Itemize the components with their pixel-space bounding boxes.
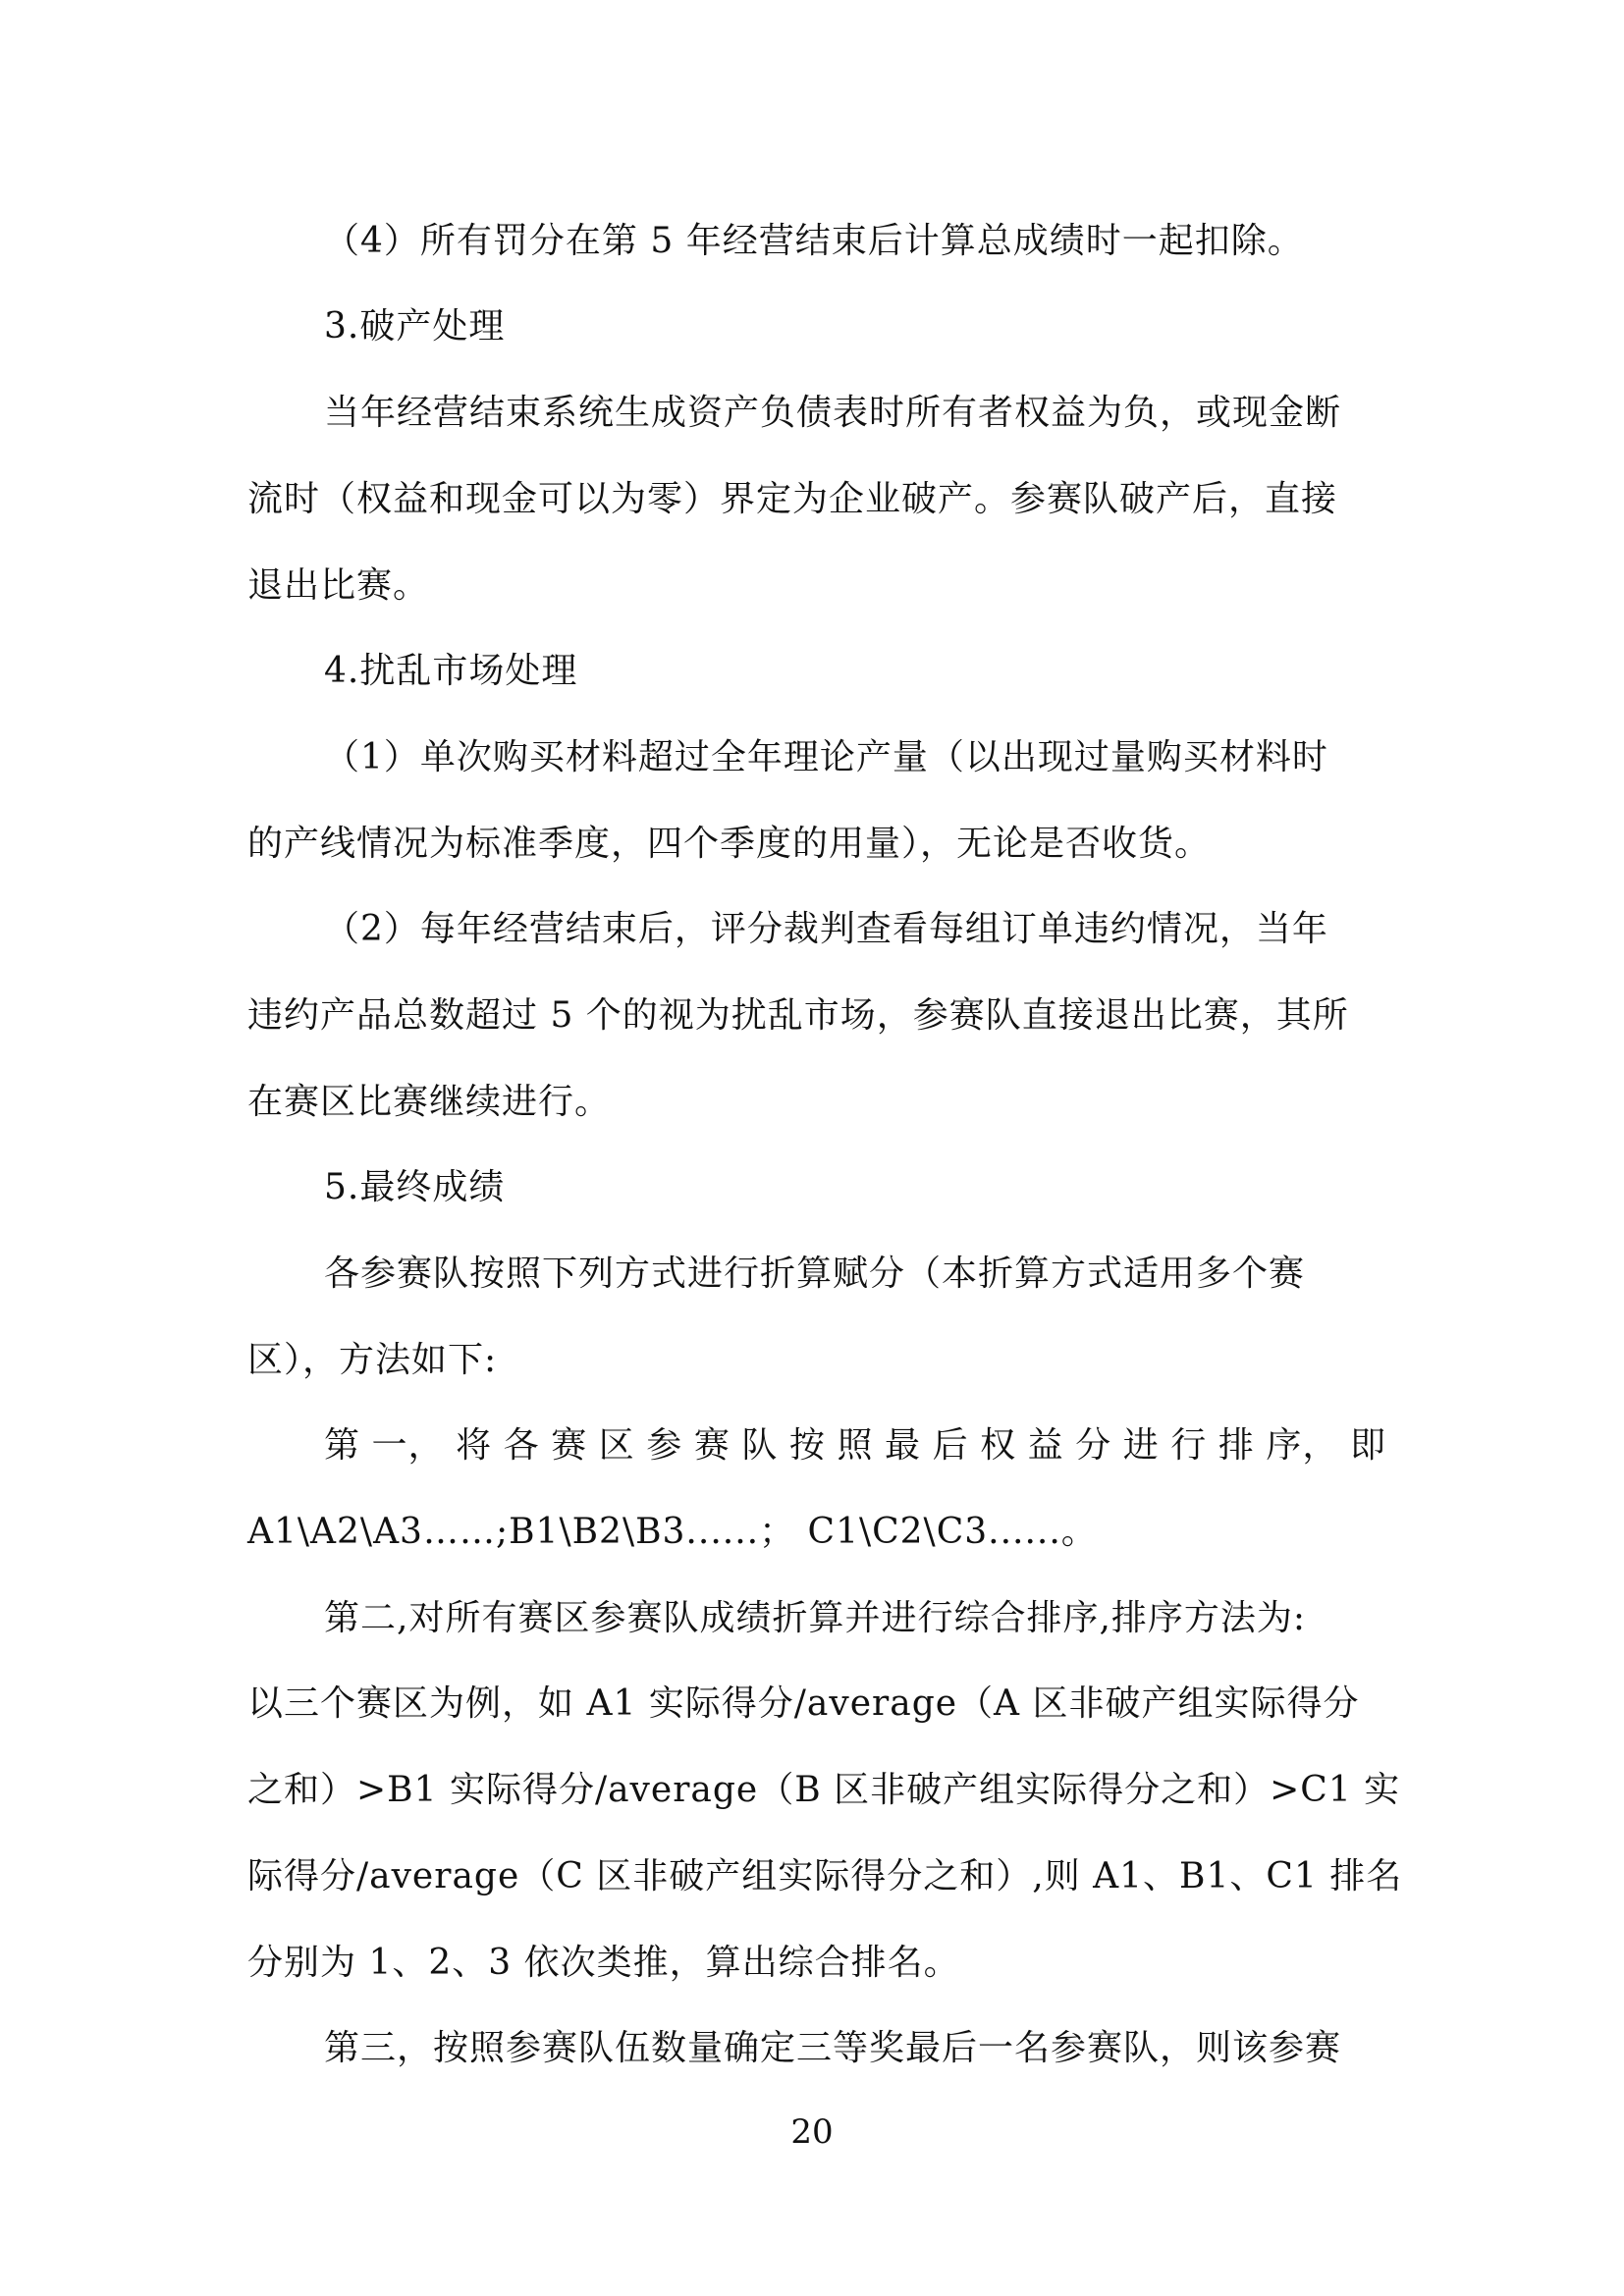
word: 一，	[371, 1425, 445, 1466]
word: 排	[1218, 1425, 1255, 1466]
paragraph-bankruptcy-line-1: 当年经营结束系统生成资产负债表时所有者权益为负，或现金断	[324, 393, 1342, 433]
paragraph-disruption-2-line-1: （2）每年经营结束后，评分裁判查看每组订单违约情况，当年	[324, 909, 1328, 949]
word: 队	[741, 1425, 779, 1466]
word: 参	[646, 1425, 683, 1466]
paragraph-second-line-2: 以三个赛区为例，如 A1 实际得分/average（A 区非破产组实际得分	[247, 1683, 1360, 1724]
paragraph-first-line-1	[324, 1418, 1386, 1473]
word: 第	[324, 1425, 361, 1466]
word: 序，	[1266, 1425, 1339, 1466]
paragraph-second-line-3: 之和）>B1 实际得分/average（B 区非破产组实际得分之和）>C1 实	[247, 1770, 1401, 1810]
word: 照	[837, 1425, 874, 1466]
heading-bankruptcy: 3.破产处理	[324, 306, 506, 347]
word: 最	[885, 1425, 922, 1466]
page-number: 20	[790, 2112, 834, 2152]
paragraph-disruption-1-line-2: 的产线情况为标准季度，四个季度的用量），无论是否收货。	[247, 824, 1212, 864]
paragraph-third-line-1: 第三，按照参赛队伍数量确定三等奖最后一名参赛队，则该参赛	[324, 2028, 1342, 2068]
word: 分	[1075, 1425, 1112, 1466]
word: 即	[1349, 1425, 1386, 1466]
paragraph-disruption-2-line-3: 在赛区比赛继续进行。	[247, 1082, 612, 1122]
paragraph-second-line-4: 际得分/average（C 区非破产组实际得分之和）,则 A1、B1、C1 排名	[247, 1856, 1403, 1896]
word: 按	[788, 1425, 826, 1466]
word: 各	[503, 1425, 540, 1466]
paragraph-disruption-2-line-2: 违约产品总数超过 5 个的视为扰乱市场，参赛队直接退出比赛，其所	[247, 995, 1349, 1036]
word: 赛	[551, 1425, 588, 1466]
paragraph-second-line-1: 第二,对所有赛区参赛队成绩折算并进行综合排序,排序方法为:	[324, 1598, 1307, 1638]
word: 赛	[693, 1425, 731, 1466]
paragraph-scoring-line-2: 区），方法如下:	[247, 1340, 498, 1380]
word: 区	[598, 1425, 635, 1466]
paragraph-penalty-4: （4）所有罚分在第 5 年经营结束后计算总成绩时一起扣除。	[324, 221, 1304, 261]
word: 后	[932, 1425, 969, 1466]
paragraph-disruption-1-line-1: （1）单次购买材料超过全年理论产量（以出现过量购买材料时	[324, 737, 1328, 777]
paragraph-scoring-line-1: 各参赛队按照下列方式进行折算赋分（本折算方式适用多个赛	[324, 1254, 1306, 1294]
word: 将	[456, 1425, 493, 1466]
paragraph-bankruptcy-line-3: 退出比赛。	[247, 565, 430, 606]
word: 益	[1027, 1425, 1064, 1466]
paragraph-first-line-2: A1\A2\A3……;B1\B2\B3......； C1\C2\C3......。	[247, 1512, 1098, 1552]
word: 权	[980, 1425, 1017, 1466]
paragraph-bankruptcy-line-2: 流时（权益和现金可以为零）界定为企业破产。参赛队破产后，直接	[247, 479, 1338, 519]
word: 行	[1170, 1425, 1208, 1466]
heading-final-score: 5.最终成绩	[324, 1167, 506, 1207]
word: 进	[1122, 1425, 1160, 1466]
paragraph-second-line-5: 分别为 1、2、3 依次类推，算出综合排名。	[247, 1943, 960, 1983]
heading-market-disruption: 4.扰乱市场处理	[324, 651, 578, 691]
